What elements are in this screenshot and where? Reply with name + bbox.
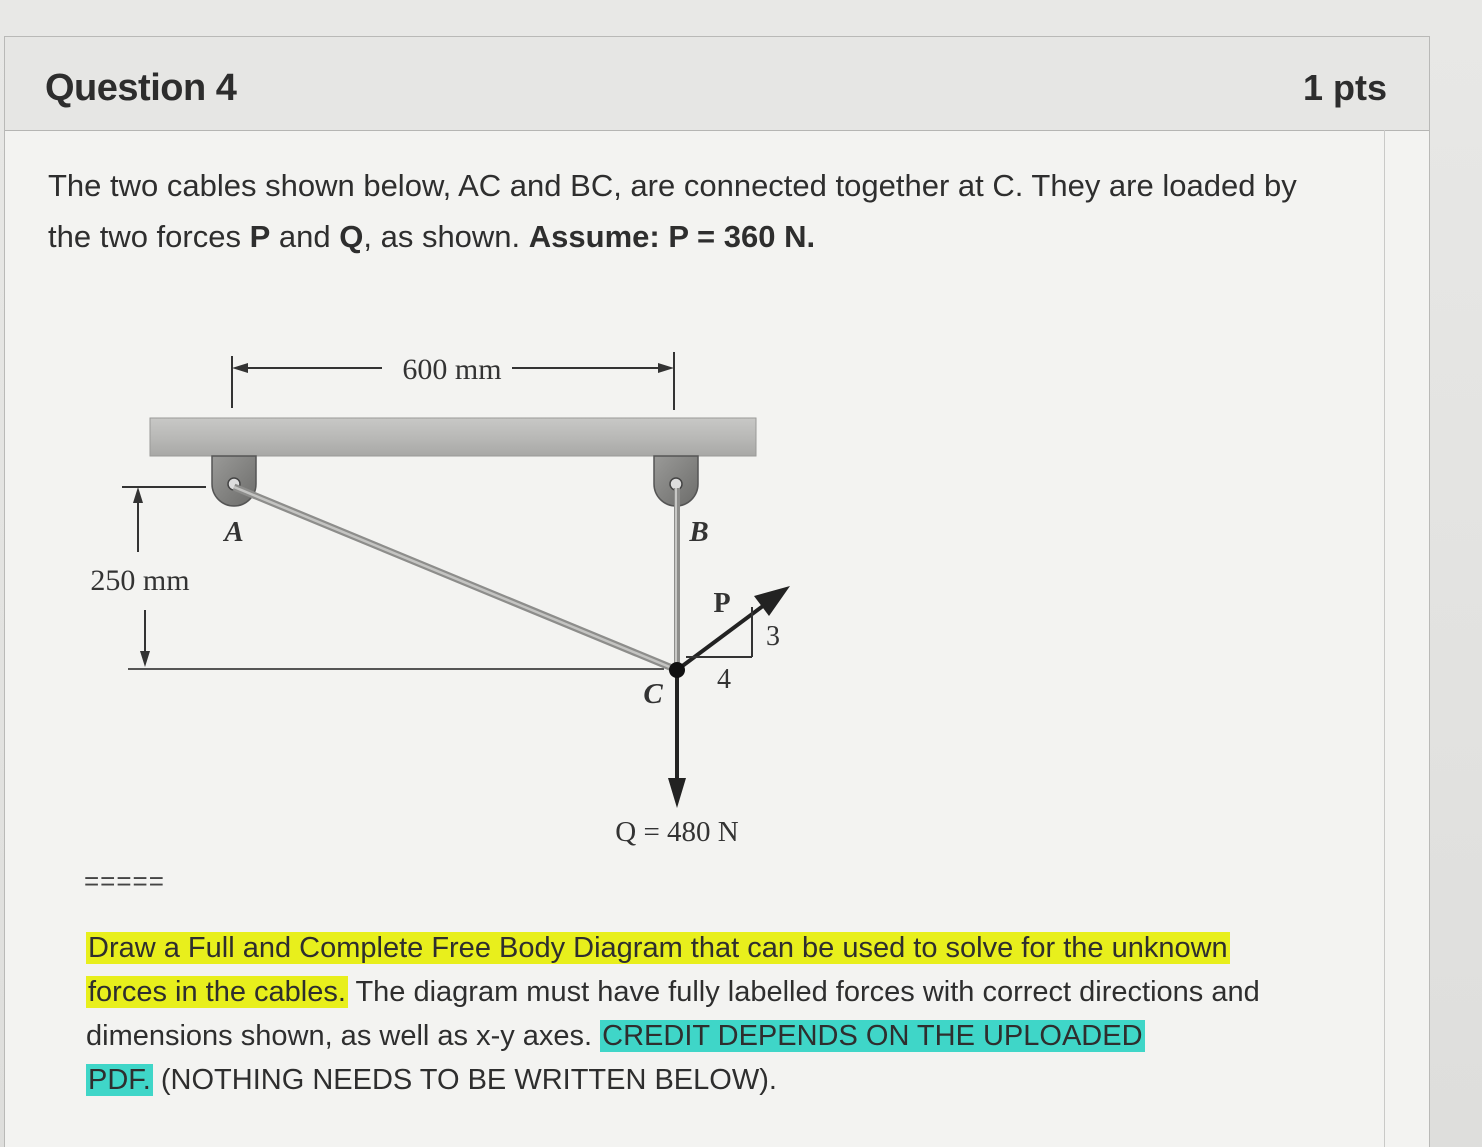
assumption: Assume: P = 360 N. xyxy=(528,219,816,254)
label-c: C xyxy=(643,678,663,710)
slope-rise-label: 3 xyxy=(766,621,780,652)
dimension-600-label: 600 mm xyxy=(402,353,502,386)
highlight-yellow: forces in the cables. xyxy=(88,976,346,1008)
force-q-arrow xyxy=(668,672,686,808)
instructions-text: (NOTHING NEEDS TO BE WRITTEN BELOW). xyxy=(152,1064,777,1096)
dimension-250 xyxy=(90,487,206,667)
dimension-600 xyxy=(232,352,674,410)
highlight-yellow: Draw a Full and Complete Free Body Diagram that can be used to solve for the unknown xyxy=(88,932,1228,964)
prompt-text: and xyxy=(270,219,340,254)
instructions-text: The diagram must have fully labelled forces with correct directions and xyxy=(347,976,1260,1008)
label-p: P xyxy=(713,588,731,619)
question-points: 1 pts xyxy=(1302,67,1387,108)
support-a xyxy=(212,456,256,506)
prompt-text: the two forces xyxy=(48,219,250,254)
question-title: Question 4 xyxy=(45,67,237,109)
ceiling-beam xyxy=(150,418,756,456)
prompt-line-1: The two cables shown below, AC and BC, are connected together at C. They are loaded by xyxy=(48,168,1297,203)
instructions-line-1 xyxy=(86,926,1346,970)
label-q: Q = 480 N xyxy=(615,816,739,848)
cable-ac-highlight xyxy=(234,487,677,670)
force-p-label: P xyxy=(249,219,271,254)
highlight-cyan: PDF. xyxy=(88,1064,151,1096)
instructions-line-4 xyxy=(86,1058,1346,1102)
slope-run-label: 4 xyxy=(717,664,731,695)
prompt-text: , as shown. xyxy=(363,219,529,254)
instructions-line-3 xyxy=(86,1014,1346,1058)
joint-c xyxy=(669,662,685,678)
instructions-text: dimensions shown, as well as x-y axes. xyxy=(86,1020,601,1052)
separator: ===== xyxy=(84,866,165,896)
instructions-line-2 xyxy=(86,970,1346,1014)
label-a: A xyxy=(224,516,244,548)
label-b: B xyxy=(689,516,709,548)
instructions xyxy=(86,926,1346,1102)
dimension-250-label: 250 mm xyxy=(90,564,190,597)
highlight-cyan: CREDIT DEPENDS ON THE UPLOADED xyxy=(602,1020,1143,1052)
force-q-label: Q xyxy=(339,219,364,254)
